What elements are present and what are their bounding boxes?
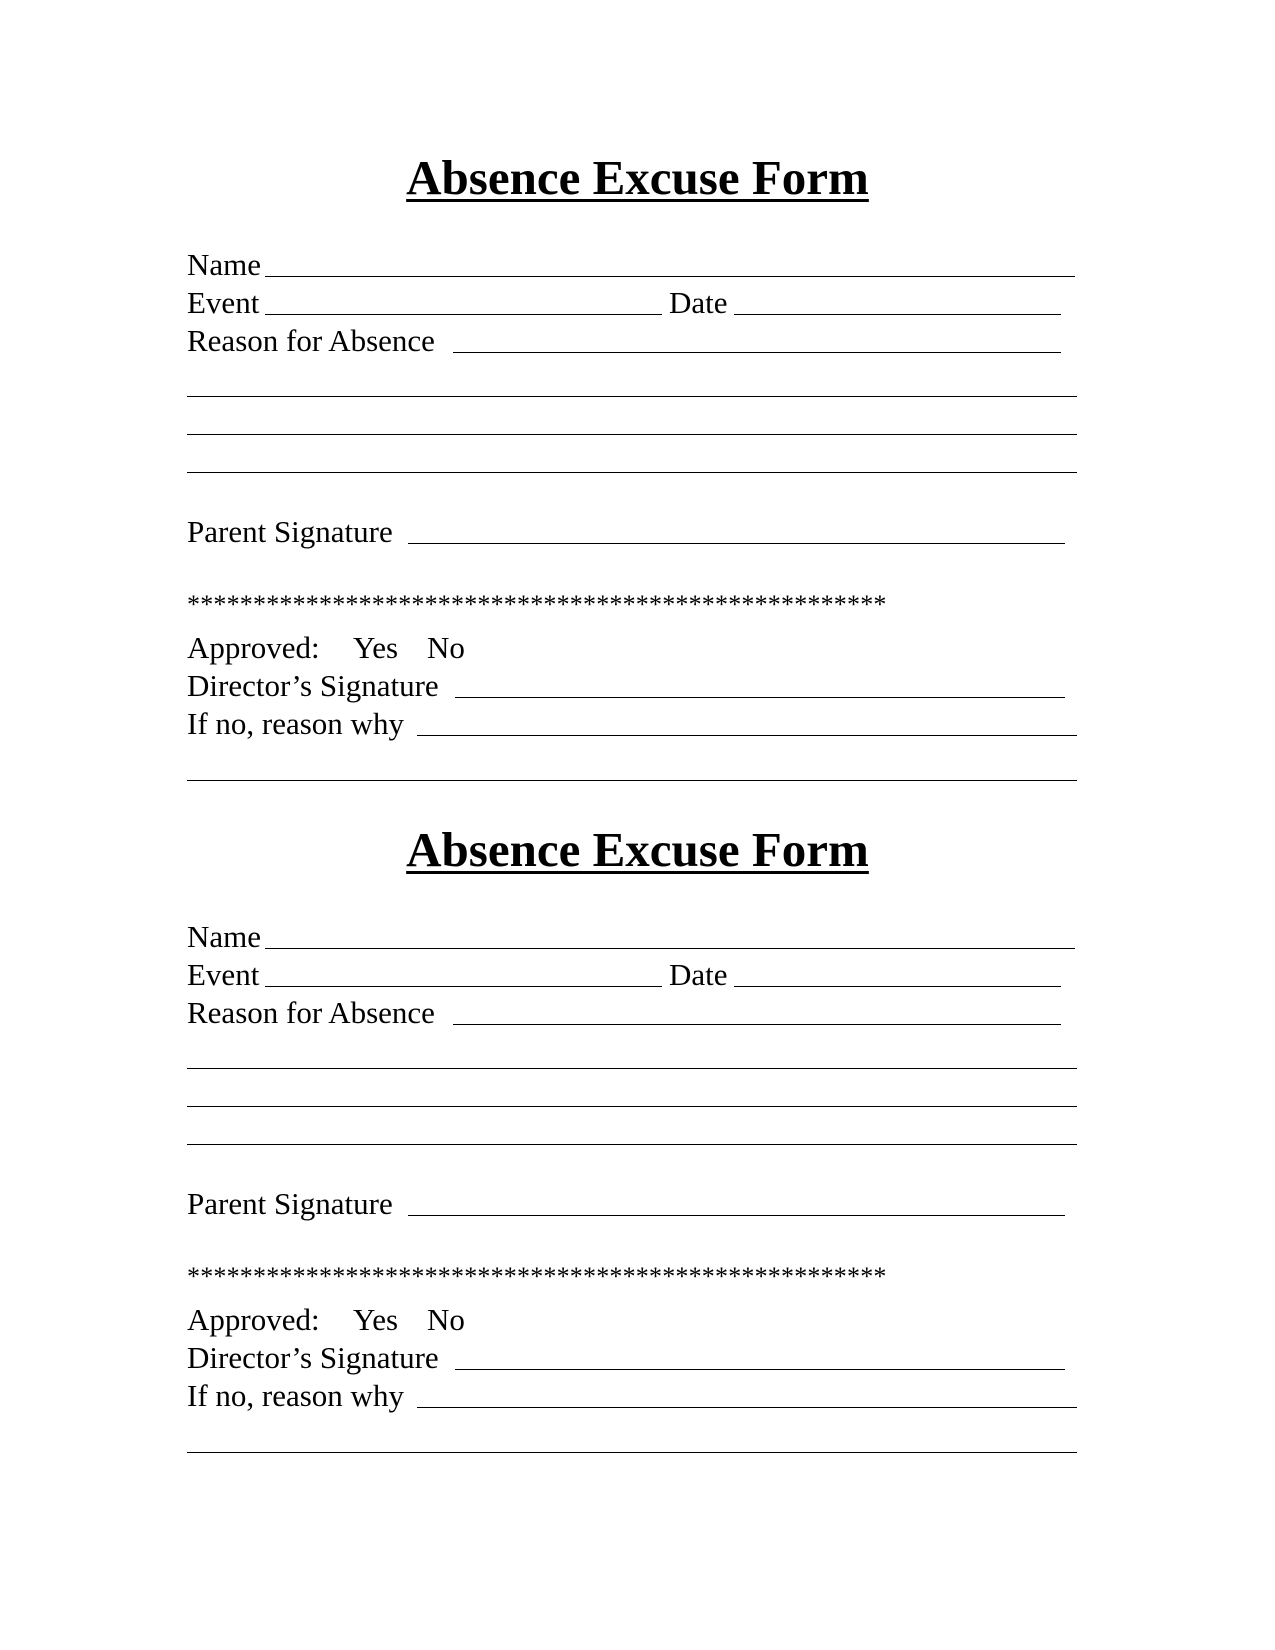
date-label: Date <box>669 285 728 320</box>
date-label: Date <box>669 957 728 992</box>
parent-signature-line[interactable] <box>408 1215 1065 1216</box>
name-input-line[interactable] <box>265 948 1075 949</box>
reason-input-line[interactable] <box>453 1024 1061 1025</box>
reason-extra-line[interactable] <box>187 396 1077 397</box>
director-signature-line[interactable] <box>455 697 1065 698</box>
parent-signature-label: Parent Signature <box>187 514 393 549</box>
yes-option[interactable]: Yes <box>353 1302 399 1337</box>
parent-signature-label: Parent Signature <box>187 1186 393 1221</box>
name-label: Name <box>187 247 262 282</box>
event-input-line[interactable] <box>265 986 662 987</box>
name-input-line[interactable] <box>265 276 1075 277</box>
reason-extra-line[interactable] <box>187 434 1077 435</box>
director-signature-line[interactable] <box>455 1369 1065 1370</box>
event-label: Event <box>187 285 260 320</box>
separator-stars: ***************************************************** <box>187 1262 887 1291</box>
reason-extra-line[interactable] <box>187 1144 1077 1145</box>
reason-extra-line[interactable] <box>187 472 1077 473</box>
if-no-reason-label: If no, reason why <box>187 706 404 741</box>
if-no-reason-line[interactable] <box>417 1407 1077 1408</box>
no-option[interactable]: No <box>427 1302 465 1337</box>
date-input-line[interactable] <box>734 314 1061 315</box>
reason-extra-line[interactable] <box>187 1068 1077 1069</box>
separator-stars: ***************************************************** <box>187 590 887 619</box>
if-no-reason-label: If no, reason why <box>187 1378 404 1413</box>
reason-extra-line[interactable] <box>187 1106 1077 1107</box>
if-no-reason-line[interactable] <box>417 735 1077 736</box>
event-label: Event <box>187 957 260 992</box>
date-input-line[interactable] <box>734 986 1061 987</box>
form-title: Absence Excuse Form <box>406 150 869 205</box>
parent-signature-line[interactable] <box>408 543 1065 544</box>
form-title: Absence Excuse Form <box>406 822 869 877</box>
approved-label: Approved: <box>187 1302 320 1337</box>
director-signature-label: Director’s Signature <box>187 1340 439 1375</box>
reason-input-line[interactable] <box>453 352 1061 353</box>
reason-label: Reason for Absence <box>187 995 435 1030</box>
if-no-reason-extra-line[interactable] <box>187 780 1077 781</box>
no-option[interactable]: No <box>427 630 465 665</box>
director-signature-label: Director’s Signature <box>187 668 439 703</box>
approved-label: Approved: <box>187 630 320 665</box>
event-input-line[interactable] <box>265 314 662 315</box>
if-no-reason-extra-line[interactable] <box>187 1452 1077 1453</box>
reason-label: Reason for Absence <box>187 323 435 358</box>
name-label: Name <box>187 919 262 954</box>
yes-option[interactable]: Yes <box>353 630 399 665</box>
